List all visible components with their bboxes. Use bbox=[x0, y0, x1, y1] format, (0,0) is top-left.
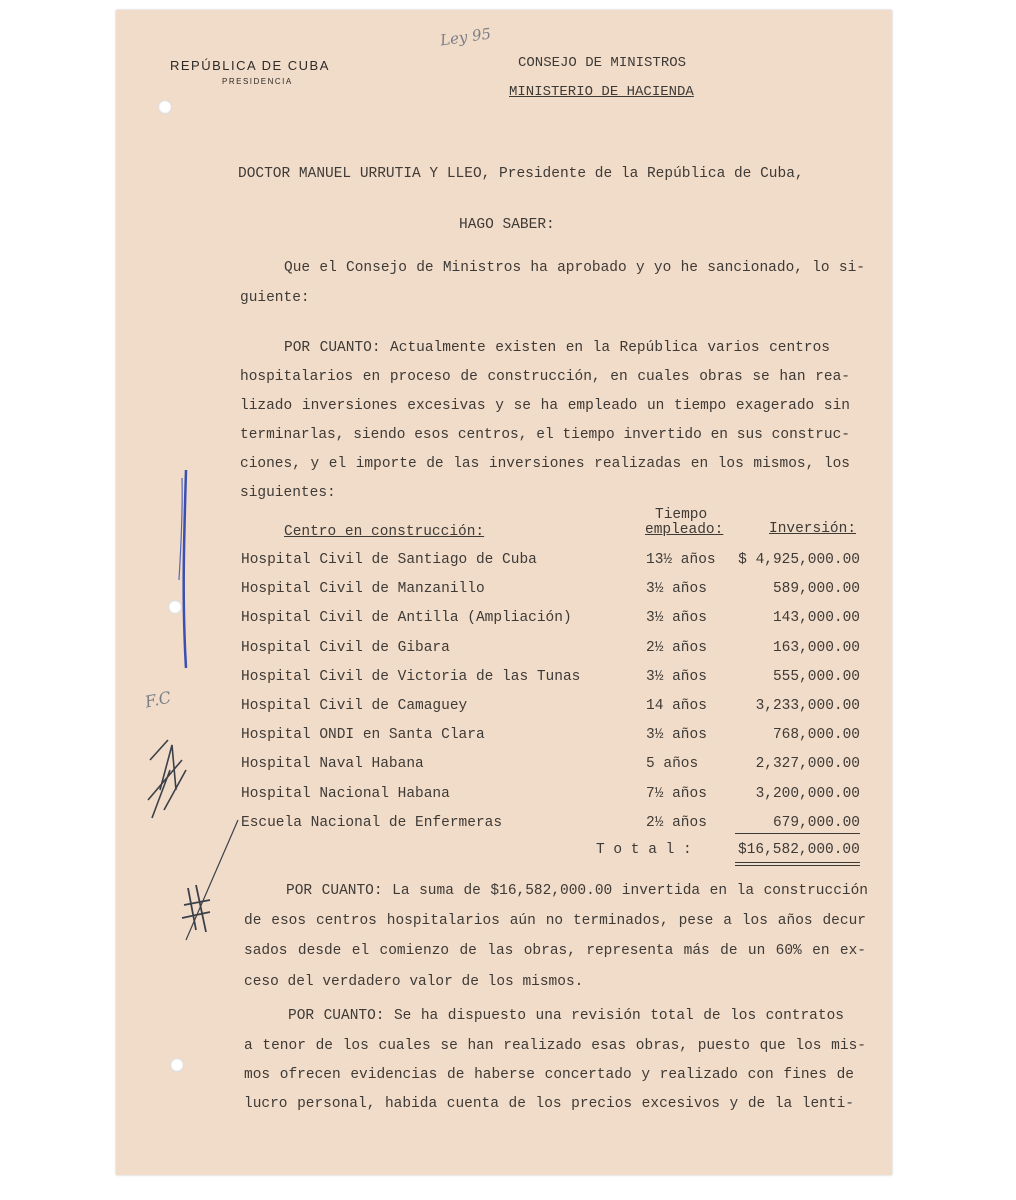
margin-initials: F.C bbox=[143, 687, 173, 712]
por-cuanto-2-line: de esos centros hospitalarios aún no terminados, pese a los años decur bbox=[244, 913, 866, 929]
table-cell-investment: 2,327,000.00 bbox=[755, 756, 860, 772]
table-cell-investment: $ 4,925,000.00 bbox=[738, 552, 860, 568]
table-cell-center: Hospital Nacional Habana bbox=[241, 786, 450, 802]
table-cell-investment: 143,000.00 bbox=[772, 610, 860, 626]
table-cell-time: 3½ años bbox=[646, 610, 707, 626]
table-header-center: Centro en construcción: bbox=[284, 524, 485, 540]
table-cell-time: 13½ años bbox=[646, 552, 716, 568]
table-cell-center: Hospital Naval Habana bbox=[241, 756, 424, 772]
table-cell-time: 3½ años bbox=[646, 727, 707, 743]
table-header-investment: Inversión: bbox=[769, 521, 857, 537]
table-cell-center: Hospital Civil de Camaguey bbox=[241, 698, 468, 714]
por-cuanto-3-line: POR CUANTO: Se ha dispuesto una revisión total de los contratos bbox=[288, 1008, 844, 1024]
president-line: DOCTOR MANUEL URRUTIA Y LLEO, Presidente de la República de Cuba, bbox=[238, 166, 804, 182]
table-cell-time: 5 años bbox=[646, 756, 699, 772]
por-cuanto-2-line: POR CUANTO: La suma de $16,582,000.00 invertida en la construcción bbox=[286, 883, 868, 899]
total-label: T o t a l : bbox=[596, 842, 692, 858]
table-cell-center: Hospital ONDI en Santa Clara bbox=[241, 727, 485, 743]
por-cuanto-1-line: lizado inversiones excesivas y se ha empleado un tiempo exagerado sin bbox=[240, 398, 850, 414]
blue-ink-line bbox=[184, 470, 186, 668]
por-cuanto-3-line: a tenor de los cuales se han realizado esas obras, puesto que los mis- bbox=[244, 1038, 866, 1054]
blue-ink-line bbox=[179, 478, 182, 580]
approval-line: guiente: bbox=[240, 290, 310, 306]
por-cuanto-3-line: lucro personal, habida cuenta de los precios excesivos y de la lenti- bbox=[244, 1096, 854, 1112]
table-cell-center: Escuela Nacional de Enfermeras bbox=[241, 815, 503, 831]
por-cuanto-2-line: sados desde el comienzo de las obras, representa más de un 60% en ex- bbox=[244, 943, 866, 959]
table-cell-center: Hospital Civil de Gibara bbox=[241, 640, 450, 656]
table-cell-time: 2½ años bbox=[646, 640, 707, 656]
council-heading: CONSEJO DE MINISTROS bbox=[518, 55, 687, 71]
table-cell-investment: 555,000.00 bbox=[772, 669, 860, 685]
por-cuanto-1-line: POR CUANTO: Actualmente existen en la República varios centros bbox=[284, 340, 830, 356]
table-cell-investment: 679,000.00 bbox=[772, 815, 860, 831]
table-cell-investment: 163,000.00 bbox=[772, 640, 860, 656]
table-cell-investment: 3,200,000.00 bbox=[755, 786, 860, 802]
table-cell-time: 14 años bbox=[646, 698, 707, 714]
total-value: $16,582,000.00 bbox=[738, 842, 860, 858]
table-cell-time: 7½ años bbox=[646, 786, 707, 802]
por-cuanto-2-line: ceso del verdadero valor de los mismos. bbox=[244, 974, 584, 990]
por-cuanto-3-line: mos ofrecen evidencias de haberse concertado y realizado con fines de bbox=[244, 1067, 854, 1083]
signature-initials bbox=[148, 740, 186, 818]
table-cell-investment: 3,233,000.00 bbox=[755, 698, 860, 714]
table-cell-time: 2½ años bbox=[646, 815, 707, 831]
table-cell-center: Hospital Civil de Santiago de Cuba bbox=[241, 552, 537, 568]
table-header-time: empleado: bbox=[645, 522, 724, 538]
table-cell-center: Hospital Civil de Manzanillo bbox=[241, 581, 485, 597]
table-cell-investment: 768,000.00 bbox=[772, 727, 860, 743]
table-cell-center: Hospital Civil de Antilla (Ampliación) bbox=[241, 610, 572, 626]
table-cell-investment: 589,000.00 bbox=[772, 581, 860, 597]
handwritten-law-number: Ley 95 bbox=[438, 24, 493, 50]
por-cuanto-1-line: siguientes: bbox=[240, 485, 336, 501]
table-cell-time: 3½ años bbox=[646, 581, 707, 597]
table-cell-time: 3½ años bbox=[646, 669, 707, 685]
letterhead-office: PRESIDENCIA bbox=[222, 77, 293, 86]
por-cuanto-1-line: ciones, y el importe de las inversiones realizadas en los mismos, los bbox=[240, 456, 850, 472]
approval-line: Que el Consejo de Ministros ha aprobado y yo he sancionado, lo si- bbox=[284, 260, 865, 276]
hago-saber: HAGO SABER: bbox=[459, 217, 555, 233]
por-cuanto-1-line: hospitalarios en proceso de construcción, en cuales obras se han rea- bbox=[240, 369, 850, 385]
hash-mark bbox=[182, 885, 210, 932]
letterhead-country: REPÚBLICA DE CUBA bbox=[170, 58, 330, 73]
ministry-heading: MINISTERIO DE HACIENDA bbox=[509, 84, 694, 100]
table-header-time: Tiempo bbox=[655, 507, 708, 523]
por-cuanto-1-line: terminarlas, siendo esos centros, el tiempo invertido en sus construc- bbox=[240, 427, 850, 443]
table-cell-center: Hospital Civil de Victoria de las Tunas bbox=[241, 669, 581, 685]
